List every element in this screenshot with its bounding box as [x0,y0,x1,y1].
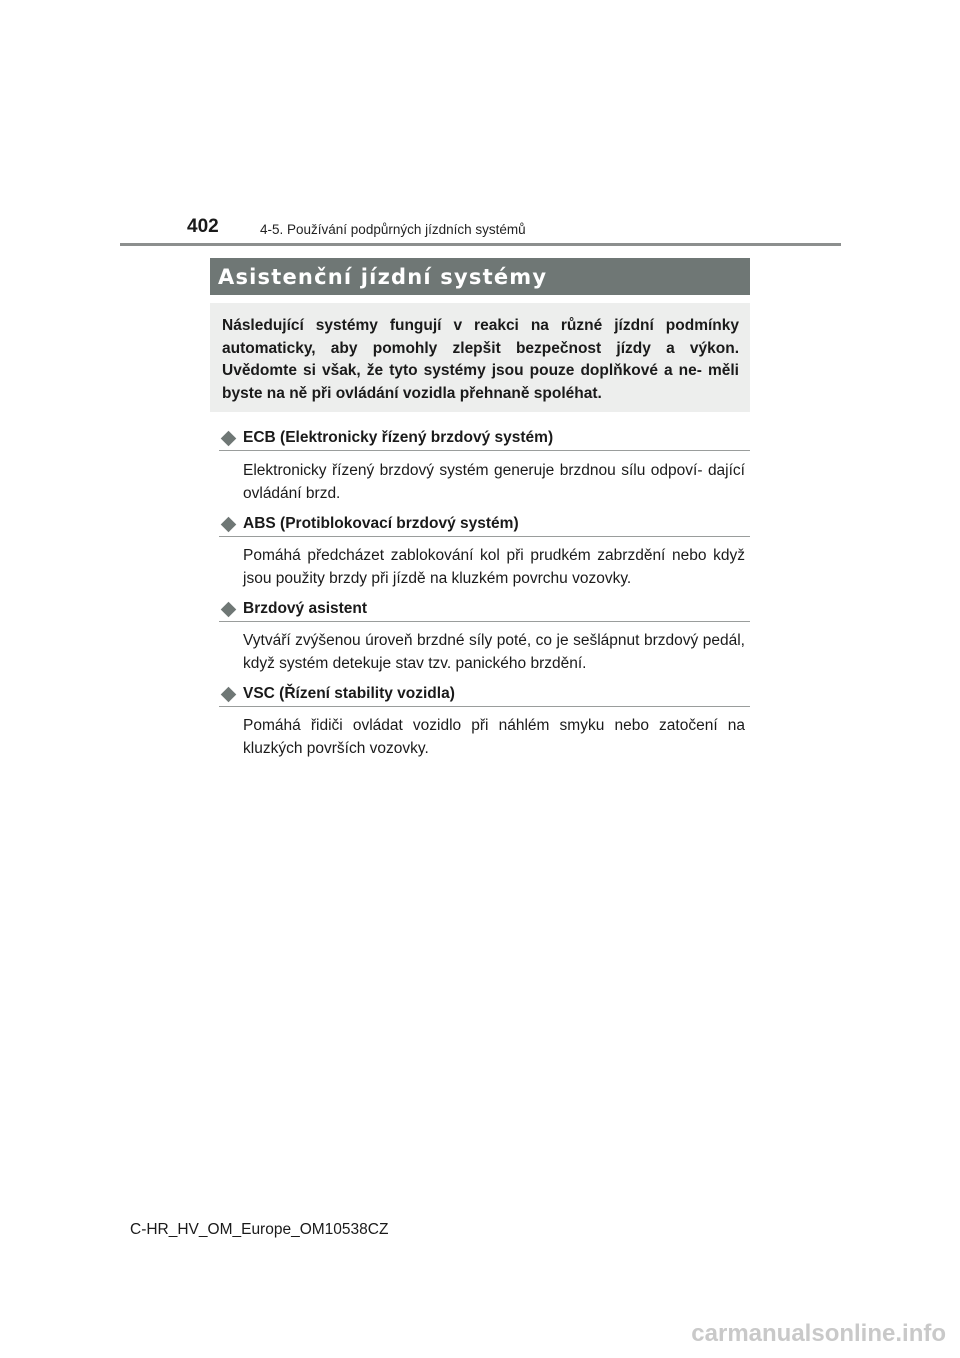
item-text-brake-assist: Vytváří zvýšenou úroveň brzdné síly poté, co je sešlápnut brzdový pedál, když systém detekuje stav tzv. panického brzdění. [243,632,745,672]
diamond-bullet-icon [221,430,237,446]
diamond-bullet-icon [221,601,237,617]
item-heading-ecb [219,426,750,451]
item-heading-brake-assist [219,597,750,622]
item-text-vsc: Pomáhá řidiči ovládat vozidlo při náhlém smyku nebo zatočení na kluzkých površích vozovky. [243,717,745,757]
section-title-bar [210,258,750,295]
watermark: carmanualsonline.info [691,1320,946,1347]
diamond-bullet-icon [221,686,237,702]
item-heading-label: VSC (Řízení stability vozidla) [243,685,455,702]
intro-box [210,303,750,412]
footer-code: C-HR_HV_OM_Europe_OM10538CZ [130,1221,389,1238]
diamond-bullet-icon [221,516,237,532]
item-heading-label: ABS (Protiblokovací brzdový systém) [243,515,519,532]
item-heading-abs [219,512,750,537]
item-text-abs: Pomáhá předcházet zablokování kol při prudkém zabrzdění nebo když jsou použity brzdy při jízdě na kluzkém povrchu vozovky. [243,547,745,587]
header-rule [120,243,841,246]
item-heading-vsc [219,682,750,707]
item-heading-label: Brzdový asistent [243,600,368,617]
item-heading-label: ECB (Elektronicky řízený brzdový systém) [243,429,554,446]
item-text-ecb: Elektronicky řízený brzdový systém generuje brzdnou sílu odpoví- dající ovládání brzd. [243,462,745,502]
intro-text: Následující systémy fungují v reakci na různé jízdní podmínky automaticky, aby pomohly zlepšit bezpečnost jízdy a výkon. Uvědomte si však, že tyto systémy jsou pouze doplňkové a ne- měli byste na ně při ovládání vozidla přehnaně spoléhat. [222,317,739,402]
section-title: Asistenční jízdní systémy [218,264,548,289]
page-number: 402 [187,216,219,237]
section-breadcrumb: 4-5. Používání podpůrných jízdních systémů [260,222,526,237]
